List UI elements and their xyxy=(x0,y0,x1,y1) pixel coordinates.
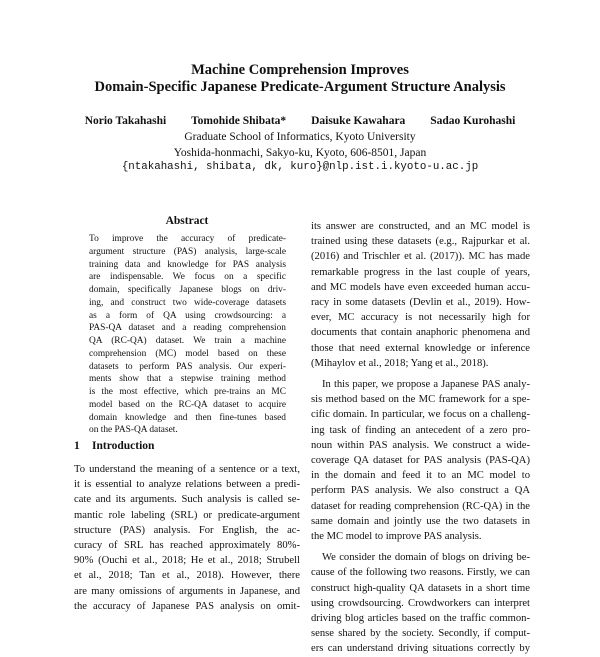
section-heading-introduction xyxy=(74,439,300,454)
author: Tomohide Shibata* xyxy=(191,115,287,127)
affiliation-line-2: Yoshida-honmachi, Sakyo-ku, Kyoto, 606-8501, Japan xyxy=(173,147,427,159)
affiliation-line-1: Graduate School of Informatics, Kyoto University xyxy=(184,131,416,143)
text-line: domain knowledge and then fine-tunes based xyxy=(89,412,286,423)
text-line: trained using these datasets (e.g., Rajpurkar et al. xyxy=(311,236,530,248)
text-line: coverage QA dataset for PAS analysis (PAS-QA) xyxy=(311,455,530,467)
text-line: same domain and jointly use the two datasets in xyxy=(311,515,530,527)
text-line: it is essential to analyze relations between a predi- xyxy=(74,479,300,491)
text-line: noun within PAS analysis. We construct a wide- xyxy=(311,439,530,451)
text-line: racy in some datasets (Devlin et al., 2019). How- xyxy=(311,297,530,309)
text-line: cause of the following two reasons. Firstly, we can xyxy=(311,567,530,579)
text-line: documents that contain anaphoric phenomena and xyxy=(311,327,530,339)
intro-left-column xyxy=(74,462,300,614)
text-line: et al., 2018; Tan et al., 2018). However, there xyxy=(74,570,300,582)
text-line: ever, MC accuracy is not necessarily high for xyxy=(311,312,530,324)
text-line: cate and its arguments. Such analysis is called se- xyxy=(74,494,300,506)
text-line: QA (RC-QA) dataset. We train a machine xyxy=(89,336,286,346)
text-line: domain, specifically Japanese blogs on driv- xyxy=(89,285,286,295)
author: Sadao Kurohashi xyxy=(430,115,516,127)
text-line: comprehension (MC) model based on these xyxy=(89,348,286,359)
text-line: in the domain and feed it to an MC model to xyxy=(311,470,530,482)
text-line: datasets to perform PAS analysis. Our experi- xyxy=(89,361,286,372)
text-line: ing, and construct two wide-coverage datasets xyxy=(89,297,286,308)
text-line: ers can understand driving situations correctly by xyxy=(311,643,530,655)
paragraph xyxy=(311,377,530,544)
text-line: argument structure (PAS) analysis, large-scale xyxy=(89,246,286,257)
author: Daisuke Kawahara xyxy=(311,115,406,127)
author-emails: {ntakahashi, shibata, dk, kuro}@nlp.ist.i.kyoto-u.ac.jp xyxy=(121,161,479,173)
text-line: To improve the accuracy of predicate- xyxy=(89,234,286,244)
text-line: are many omissions of arguments in Japanese, and xyxy=(74,585,300,597)
text-line: cific domain. In particular, we focus on a challeng- xyxy=(311,409,530,421)
text-line: PAS-QA dataset and a reading comprehension xyxy=(89,323,286,334)
text-line: (2016) and Trischler et al. (2017)). MC has made xyxy=(311,251,530,263)
text-line: as a form of QA using crowdsourcing: a xyxy=(89,310,286,321)
text-line: and MC models have even exceeded human accu- xyxy=(311,281,530,293)
text-line: dataset for reading comprehension (RC-QA) in the xyxy=(311,500,530,512)
text-line: structure (PAS) analysis. For English, the ac- xyxy=(74,524,300,536)
abstract-body xyxy=(89,233,286,437)
author-list xyxy=(0,114,600,129)
text-line: sis method based on the MC framework for a spe- xyxy=(311,394,530,406)
text-line: mantic role labeling (SRL) or predicate-argument xyxy=(74,509,300,521)
text-line: 90% (Ouchi et al., 2018; He et al., 2018; Strubell xyxy=(74,555,300,567)
paper-title-line-1: Machine Comprehension Improves xyxy=(191,62,409,78)
text-line: remarkable progress in the last couple of years, xyxy=(311,266,530,278)
text-line: using crowdsourcing. Crowdworkers can interpret xyxy=(311,597,530,609)
author: Norio Takahashi xyxy=(84,115,167,127)
intro-right-column xyxy=(311,219,530,657)
text-line: perform PAS analysis. We also construct a QA xyxy=(311,485,530,497)
text-line: To understand the meaning of a sentence or a text, xyxy=(74,464,300,475)
section-number: 1 xyxy=(74,440,80,452)
text-line: ments show that a stepwise training method xyxy=(89,374,286,385)
text-line: In this paper, we propose a Japanese PAS analy- xyxy=(322,379,530,391)
paragraph xyxy=(311,219,530,371)
text-line: driving blog articles based on the traffic common- xyxy=(311,613,530,625)
text-line: is the most effective, which pre-trains an MC xyxy=(89,387,286,397)
text-line: construct high-quality QA datasets in a short time xyxy=(311,582,530,594)
text-line: its answer are constructed, and an MC model is xyxy=(311,221,530,232)
text-line: (Mihaylov et al., 2018; Yang et al., 2018). xyxy=(311,357,489,369)
abstract-heading: Abstract xyxy=(165,215,209,227)
text-line: the accuracy of Japanese PAS analysis on omit- xyxy=(74,600,300,612)
text-line: on the PAS-QA dataset. xyxy=(89,425,178,436)
text-line: the MC model to improve PAS analysis. xyxy=(311,531,482,543)
text-line: are indispensable. We focus on a specific xyxy=(89,272,286,283)
section-title: Introduction xyxy=(92,440,155,452)
text-line: sense shared by the society. Secondly, if comput- xyxy=(311,628,530,640)
paragraph xyxy=(311,550,530,656)
paper-title-line-2: Domain-Specific Japanese Predicate-Argument Structure Analysis xyxy=(94,79,506,95)
text-line: curacy of SRL has reached approximately 80%- xyxy=(74,540,300,552)
text-line: model based on the RC-QA dataset to acquire xyxy=(89,399,286,410)
text-line: those that need external knowledge or inference xyxy=(311,342,530,354)
text-line: We consider the domain of blogs on driving be- xyxy=(322,552,530,564)
text-line: training data and knowledge for PAS analysis xyxy=(89,259,286,270)
text-line: ing task of finding an antecedent of a zero pro- xyxy=(311,424,530,436)
